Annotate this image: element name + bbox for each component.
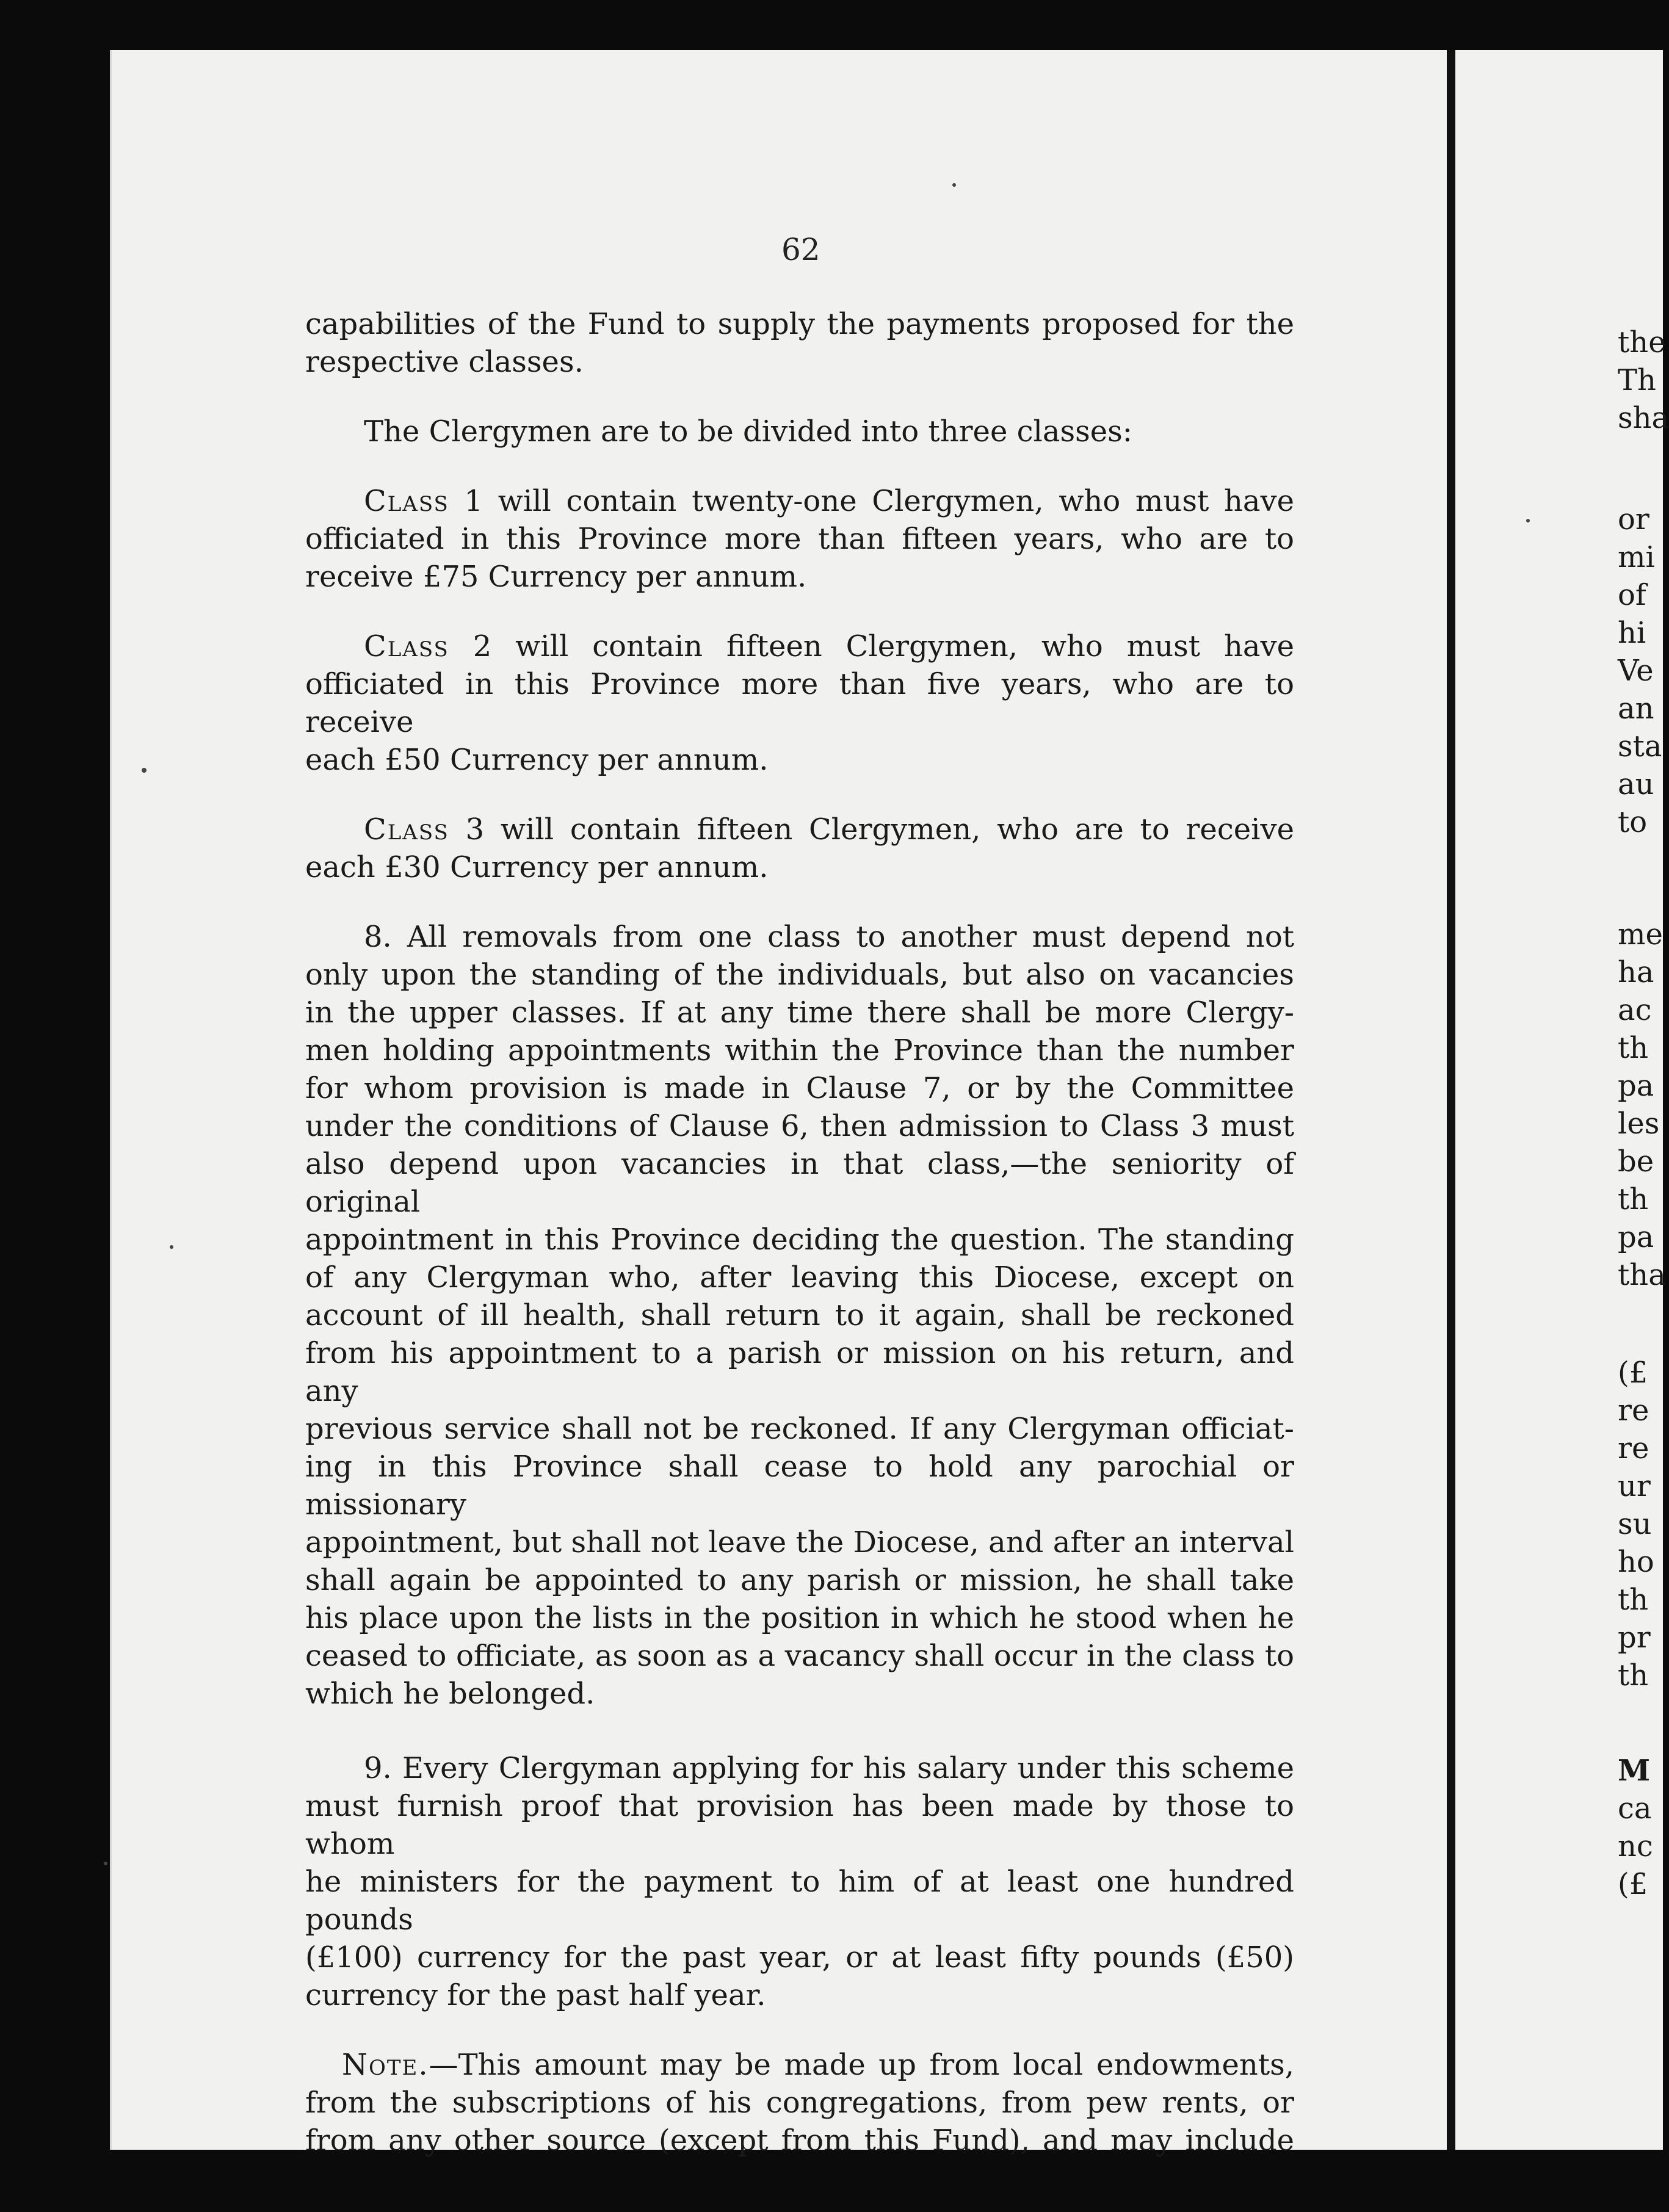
class-1-line: Class 1 will contain twenty-one Clergymen, who must have bbox=[364, 484, 1294, 518]
fragment: ur bbox=[1618, 1469, 1651, 1503]
scan-speck bbox=[1526, 519, 1530, 522]
text-line: receive £75 Currency per annum. bbox=[305, 560, 807, 594]
text-line: account of ill health, shall return to it again, shall be reckoned bbox=[305, 1298, 1294, 1332]
text-line: of any Clergyman who, after leaving this Diocese, except on bbox=[305, 1260, 1294, 1295]
note-label: Note. bbox=[342, 2048, 429, 2082]
fragment: ho bbox=[1618, 1545, 1654, 1579]
fragment: th bbox=[1618, 1031, 1649, 1065]
text-line: officiated in this Province more than five years, who are to receive bbox=[305, 667, 1294, 739]
page-gutter bbox=[1447, 50, 1455, 2150]
text-line: appointment in this Province deciding the question. The standing bbox=[305, 1223, 1294, 1257]
text-line: from his appointment to a parish or mission on his return, and any bbox=[305, 1336, 1294, 1408]
text-line: which he belonged. bbox=[305, 1677, 595, 1711]
text-line: from any other source (except from this Fund), and may include bbox=[305, 2123, 1294, 2158]
text-line: for whom provision is made in Clause 7, or by the Committee bbox=[305, 1071, 1294, 1105]
fragment: sta bbox=[1618, 729, 1662, 764]
text-line: he ministers for the payment to him of at least one hundred pounds bbox=[305, 1865, 1294, 1937]
body-text bbox=[305, 305, 1294, 2160]
text-line: each £50 Currency per annum. bbox=[305, 743, 769, 777]
fragment: th bbox=[1618, 1583, 1649, 1617]
fragment: th bbox=[1618, 1182, 1649, 1216]
text-line: men holding appointments within the Province than the number bbox=[305, 1033, 1294, 1068]
class-2-line: Class 2 will contain fifteen Clergymen, who must have bbox=[364, 629, 1294, 663]
text-line: respective classes. bbox=[305, 345, 584, 379]
fragment: pr bbox=[1618, 1621, 1651, 1655]
fragment: Ve bbox=[1618, 654, 1654, 688]
fragment: re bbox=[1618, 1431, 1649, 1466]
fragment: ca bbox=[1618, 1791, 1652, 1826]
text-line: shall again be appointed to any parish or mission, he shall take bbox=[305, 1563, 1294, 1597]
fragment: mi bbox=[1618, 540, 1655, 574]
text-line: each £30 Currency per annum. bbox=[305, 850, 769, 884]
clause-8-line: 8. All removals from one class to another must depend not bbox=[364, 920, 1294, 954]
fragment: nc bbox=[1618, 1829, 1653, 1863]
fragment: tha bbox=[1618, 1258, 1666, 1292]
class-label: Class bbox=[364, 629, 449, 663]
text-line: from the subscriptions of his congregations, from pew rents, or bbox=[305, 2086, 1294, 2120]
scan-speck bbox=[104, 1862, 107, 1865]
fragment: the bbox=[1618, 325, 1666, 360]
fragment: (£ bbox=[1618, 1356, 1648, 1390]
fragment: ac bbox=[1618, 993, 1652, 1027]
class-3-line: Class 3 will contain fifteen Clergymen, who are to receive bbox=[364, 812, 1294, 847]
fragment: an bbox=[1618, 692, 1654, 726]
fragment: M bbox=[1618, 1754, 1651, 1788]
note-line: Note.—This amount may be made up from local endowments, bbox=[342, 2048, 1294, 2082]
text-line: (£100) currency for the past year, or at least fifty pounds (£50) bbox=[305, 1940, 1294, 1975]
text-line: also depend upon vacancies in that class,—the seniority of original bbox=[305, 1147, 1294, 1219]
scan-speck bbox=[170, 1245, 173, 1249]
fragment: of bbox=[1618, 578, 1646, 612]
text-line: currency for the past half year. bbox=[305, 1978, 766, 2012]
fragment: au bbox=[1618, 767, 1654, 801]
fragment: sha bbox=[1618, 401, 1669, 435]
fragment: les bbox=[1618, 1107, 1660, 1141]
text-line: under the conditions of Clause 6, then admission to Class 3 must bbox=[305, 1109, 1294, 1143]
fragment: me bbox=[1618, 917, 1663, 952]
fragment: (£ bbox=[1618, 1867, 1648, 1901]
text-line: his place upon the lists in the position in which he stood when he bbox=[305, 1601, 1294, 1635]
clause-9-line: 9. Every Clergyman applying for his salary under this scheme bbox=[364, 1751, 1294, 1785]
text-line: officiated in this Province more than fifteen years, who are to bbox=[305, 522, 1294, 556]
text-line: in the upper classes. If at any time there shall be more Clergy- bbox=[305, 996, 1294, 1030]
fragment: hi bbox=[1618, 616, 1646, 650]
scan-speck bbox=[952, 183, 956, 187]
fragment: pa bbox=[1618, 1069, 1654, 1103]
text-line: ceased to officiate, as soon as a vacancy shall occur in the class to bbox=[305, 1639, 1294, 1673]
fragment: th bbox=[1618, 1658, 1649, 1693]
class-label: Class bbox=[364, 484, 449, 518]
text-line: must furnish proof that provision has been made by those to whom bbox=[305, 1789, 1294, 1861]
fragment: su bbox=[1618, 1507, 1652, 1541]
text-line: capabilities of the Fund to supply the payments proposed for the bbox=[305, 307, 1294, 341]
fragment: Th bbox=[1618, 363, 1656, 397]
page-number: 62 bbox=[781, 232, 820, 267]
fragment: to bbox=[1618, 805, 1648, 839]
scan-speck bbox=[142, 768, 147, 773]
text-line: appointment, but shall not leave the Diocese, and after an interval bbox=[305, 1525, 1294, 1560]
fragment: or bbox=[1618, 502, 1649, 537]
text-line: only upon the standing of the individuals, but also on vacancies bbox=[305, 958, 1294, 992]
fragment: re bbox=[1618, 1393, 1649, 1428]
fragment: pa bbox=[1618, 1220, 1654, 1254]
text-line: ing in this Province shall cease to hold any parochial or missionary bbox=[305, 1450, 1294, 1522]
fragment: ha bbox=[1618, 955, 1654, 989]
fragment: be bbox=[1618, 1144, 1654, 1179]
class-label: Class bbox=[364, 812, 449, 847]
text-line: previous service shall not be reckoned. If any Clergyman officiat- bbox=[305, 1412, 1294, 1446]
text-line: The Clergymen are to be divided into three classes: bbox=[364, 414, 1132, 449]
